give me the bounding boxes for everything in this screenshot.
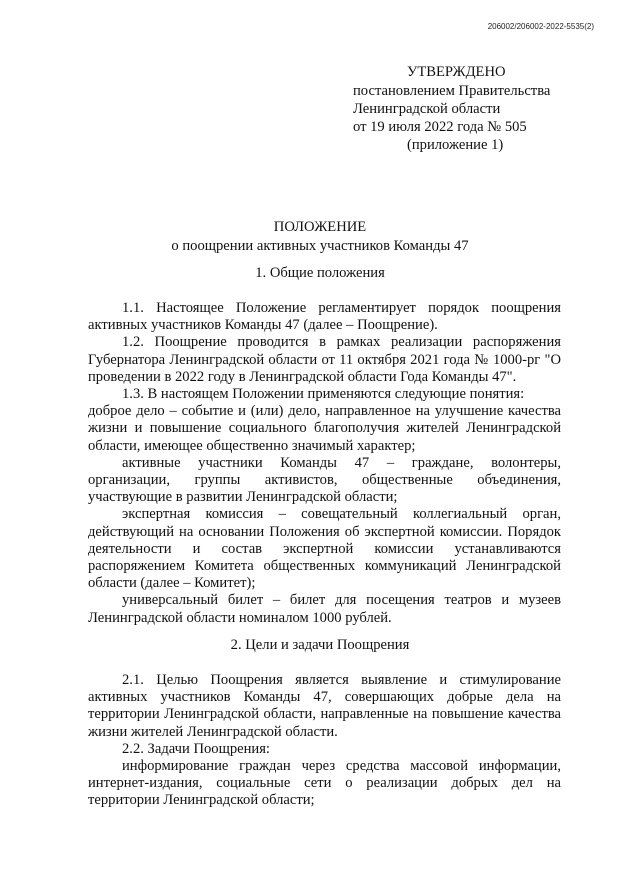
paragraph: универсальный билет – билет для посещения театров и музеев Ленинградской области номиналом 1000 рублей. bbox=[88, 592, 561, 626]
paragraph: 1.1. Настоящее Положение регламентирует порядок поощрения активных участников Команды 47 (далее – Поощрение). bbox=[88, 300, 561, 334]
paragraph: 2.2. Задачи Поощрения: bbox=[122, 740, 270, 757]
document-title: ПОЛОЖЕНИЕ bbox=[273, 219, 367, 235]
paragraph: доброе дело – событие и (или) дело, направленное на улучшение качества жизни и повышение социального благополучия жителей Ленинградской области, имеющее общественно значимый характер; bbox=[88, 403, 561, 454]
paragraph: активные участники Команды 47 – граждане, волонтеры, организации, группы активистов, общественные объединения, участвующие в развитии Ленинградской области; bbox=[88, 454, 561, 506]
approval-line: постановлением Правительства bbox=[353, 83, 551, 99]
section-heading: 1. Общие положения bbox=[255, 265, 385, 281]
approval-line: Ленинградской области bbox=[353, 101, 501, 117]
approval-date: от 19 июля 2022 года № 505 bbox=[353, 119, 527, 135]
paragraph: 1.2. Поощрение проводится в рамках реализации распоряжения Губернатора Ленинградской области от 11 октября 2021 года № 1000-рг "О проведении в 2022 году в Ленинградской области Года Команды 47". bbox=[88, 334, 561, 385]
approval-heading: УТВЕРЖДЕНО bbox=[407, 64, 506, 80]
approval-appendix: (приложение 1) bbox=[407, 137, 504, 153]
paragraph: информирование граждан через средства массовой информации, интернет-издания, социальные сети о реализации добрых дел на территории Ленинградской области; bbox=[88, 758, 561, 809]
document-subtitle: о поощрении активных участников Команды 47 bbox=[171, 238, 469, 254]
document-id: 206002/206002-2022-5535(2) bbox=[487, 22, 594, 31]
section-body bbox=[88, 672, 561, 810]
section-body bbox=[88, 300, 561, 627]
section-heading: 2. Цели и задачи Поощрения bbox=[230, 637, 410, 653]
paragraph: 2.1. Целью Поощрения является выявление и стимулирование активных участников Команды 47, совершающих добрые дела на территории Ленинградской области, направленные на повышение качества жизни жителей Ленинградской области. bbox=[88, 672, 561, 740]
paragraph: 1.3. В настоящем Положении применяются следующие понятия: bbox=[122, 386, 525, 403]
paragraph: экспертная комиссия – совещательный коллегиальный орган, действующий на основании Положения об экспертной комиссии. Порядок деятельности и состав экспертной комиссии устанавливаются распоряжением Комитета общественных коммуникаций Ленинградской области (далее – Комитет); bbox=[88, 506, 561, 592]
